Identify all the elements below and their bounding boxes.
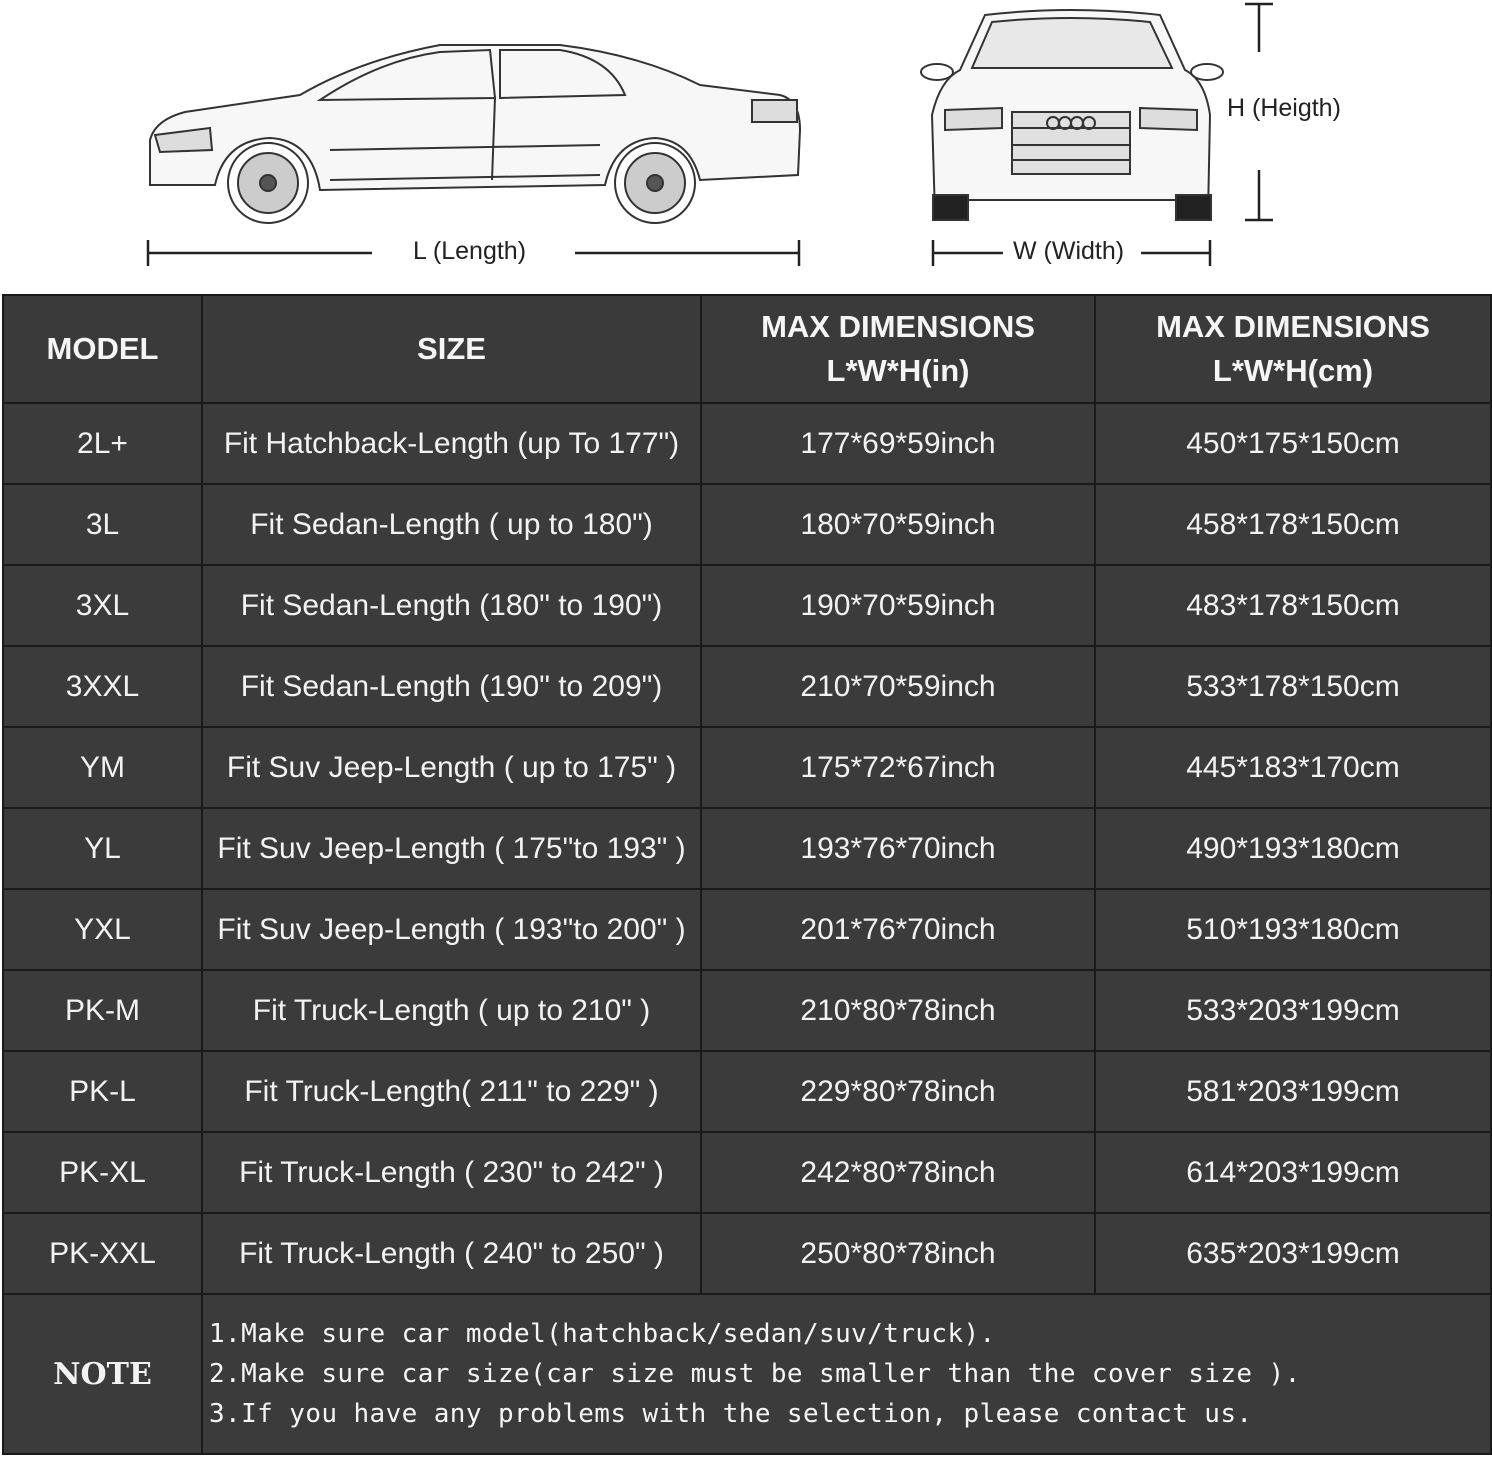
header-in-line2: L*W*H(in) [826,353,970,388]
cell-size: Fit Sedan-Length (190" to 209") [202,646,701,727]
cell-size: Fit Truck-Length( 211" to 229" ) [202,1051,701,1132]
table-header-row [3,295,1491,403]
width-label: W (Width) [1013,237,1125,265]
cell-size: Fit Truck-Length ( 230" to 242" ) [202,1132,701,1213]
table-row [3,1132,1491,1213]
note-content [202,1294,1491,1454]
cell-inch: 229*80*78inch [701,1051,1095,1132]
header-in-line1: MAX DIMENSIONS [761,309,1035,344]
note-row [3,1294,1491,1454]
cell-size: Fit Suv Jeep-Length ( up to 175" ) [202,727,701,808]
cell-size: Fit Sedan-Length ( up to 180") [202,484,701,565]
cell-cm: 533*203*199cm [1095,970,1491,1051]
cell-size: Fit Truck-Length ( 240" to 250" ) [202,1213,701,1294]
car-side-and-front-illustration [0,0,1492,290]
table-row [3,646,1491,727]
cell-cm: 614*203*199cm [1095,1132,1491,1213]
car-front-view-icon [921,10,1223,220]
note-line-1: 1.Make sure car model(hatchback/sedan/suv/truck). [209,1319,996,1349]
cell-inch: 175*72*67inch [701,727,1095,808]
cell-cm: 533*178*150cm [1095,646,1491,727]
length-label: L (Length) [413,237,527,265]
table-row [3,727,1491,808]
cell-model: PK-L [3,1051,202,1132]
cell-size: Fit Hatchback-Length (up To 177") [202,403,701,484]
table-row [3,1051,1491,1132]
cell-cm: 450*175*150cm [1095,403,1491,484]
cell-cm: 483*178*150cm [1095,565,1491,646]
table-row [3,970,1491,1051]
note-line-3: 3.If you have any problems with the selection, please contact us. [209,1399,1253,1429]
cell-model: 3L [3,484,202,565]
cell-inch: 193*76*70inch [701,808,1095,889]
note-title: NOTE [3,1294,202,1454]
table-row [3,889,1491,970]
cell-model: YXL [3,889,202,970]
table-row [3,565,1491,646]
car-dimension-diagram [0,0,1492,290]
cell-inch: 180*70*59inch [701,484,1095,565]
cell-inch: 177*69*59inch [701,403,1095,484]
cell-inch: 250*80*78inch [701,1213,1095,1294]
header-cm-line1: MAX DIMENSIONS [1156,309,1430,344]
header-max-dimensions-cm [1095,295,1491,403]
cell-model: PK-XL [3,1132,202,1213]
cell-model: 3XXL [3,646,202,727]
cell-cm: 445*183*170cm [1095,727,1491,808]
cell-cm: 635*203*199cm [1095,1213,1491,1294]
table-row [3,403,1491,484]
header-model: MODEL [3,295,202,403]
table-row [3,1213,1491,1294]
cell-model: 2L+ [3,403,202,484]
table-row [3,484,1491,565]
header-size: SIZE [202,295,701,403]
cell-cm: 458*178*150cm [1095,484,1491,565]
cell-size: Fit Truck-Length ( up to 210" ) [202,970,701,1051]
cell-model: 3XL [3,565,202,646]
cell-model: YL [3,808,202,889]
cell-model: PK-XXL [3,1213,202,1294]
header-max-dimensions-in [701,295,1095,403]
cell-inch: 242*80*78inch [701,1132,1095,1213]
header-cm-line2: L*W*H(cm) [1212,353,1374,388]
note-line-2: 2.Make sure car size(car size must be smaller than the cover size ). [209,1359,1301,1389]
cell-size: Fit Sedan-Length (180" to 190") [202,565,701,646]
height-label: H (Heigth) [1227,94,1341,122]
cell-model: PK-M [3,970,202,1051]
cell-size: Fit Suv Jeep-Length ( 175"to 193" ) [202,808,701,889]
cell-inch: 190*70*59inch [701,565,1095,646]
cell-inch: 210*70*59inch [701,646,1095,727]
cell-model: YM [3,727,202,808]
cell-cm: 490*193*180cm [1095,808,1491,889]
table-row [3,808,1491,889]
cell-size: Fit Suv Jeep-Length ( 193"to 200" ) [202,889,701,970]
car-side-view-icon [150,45,800,223]
cell-cm: 510*193*180cm [1095,889,1491,970]
cell-inch: 210*80*78inch [701,970,1095,1051]
cell-inch: 201*76*70inch [701,889,1095,970]
size-chart-table [2,294,1492,1455]
cell-cm: 581*203*199cm [1095,1051,1491,1132]
